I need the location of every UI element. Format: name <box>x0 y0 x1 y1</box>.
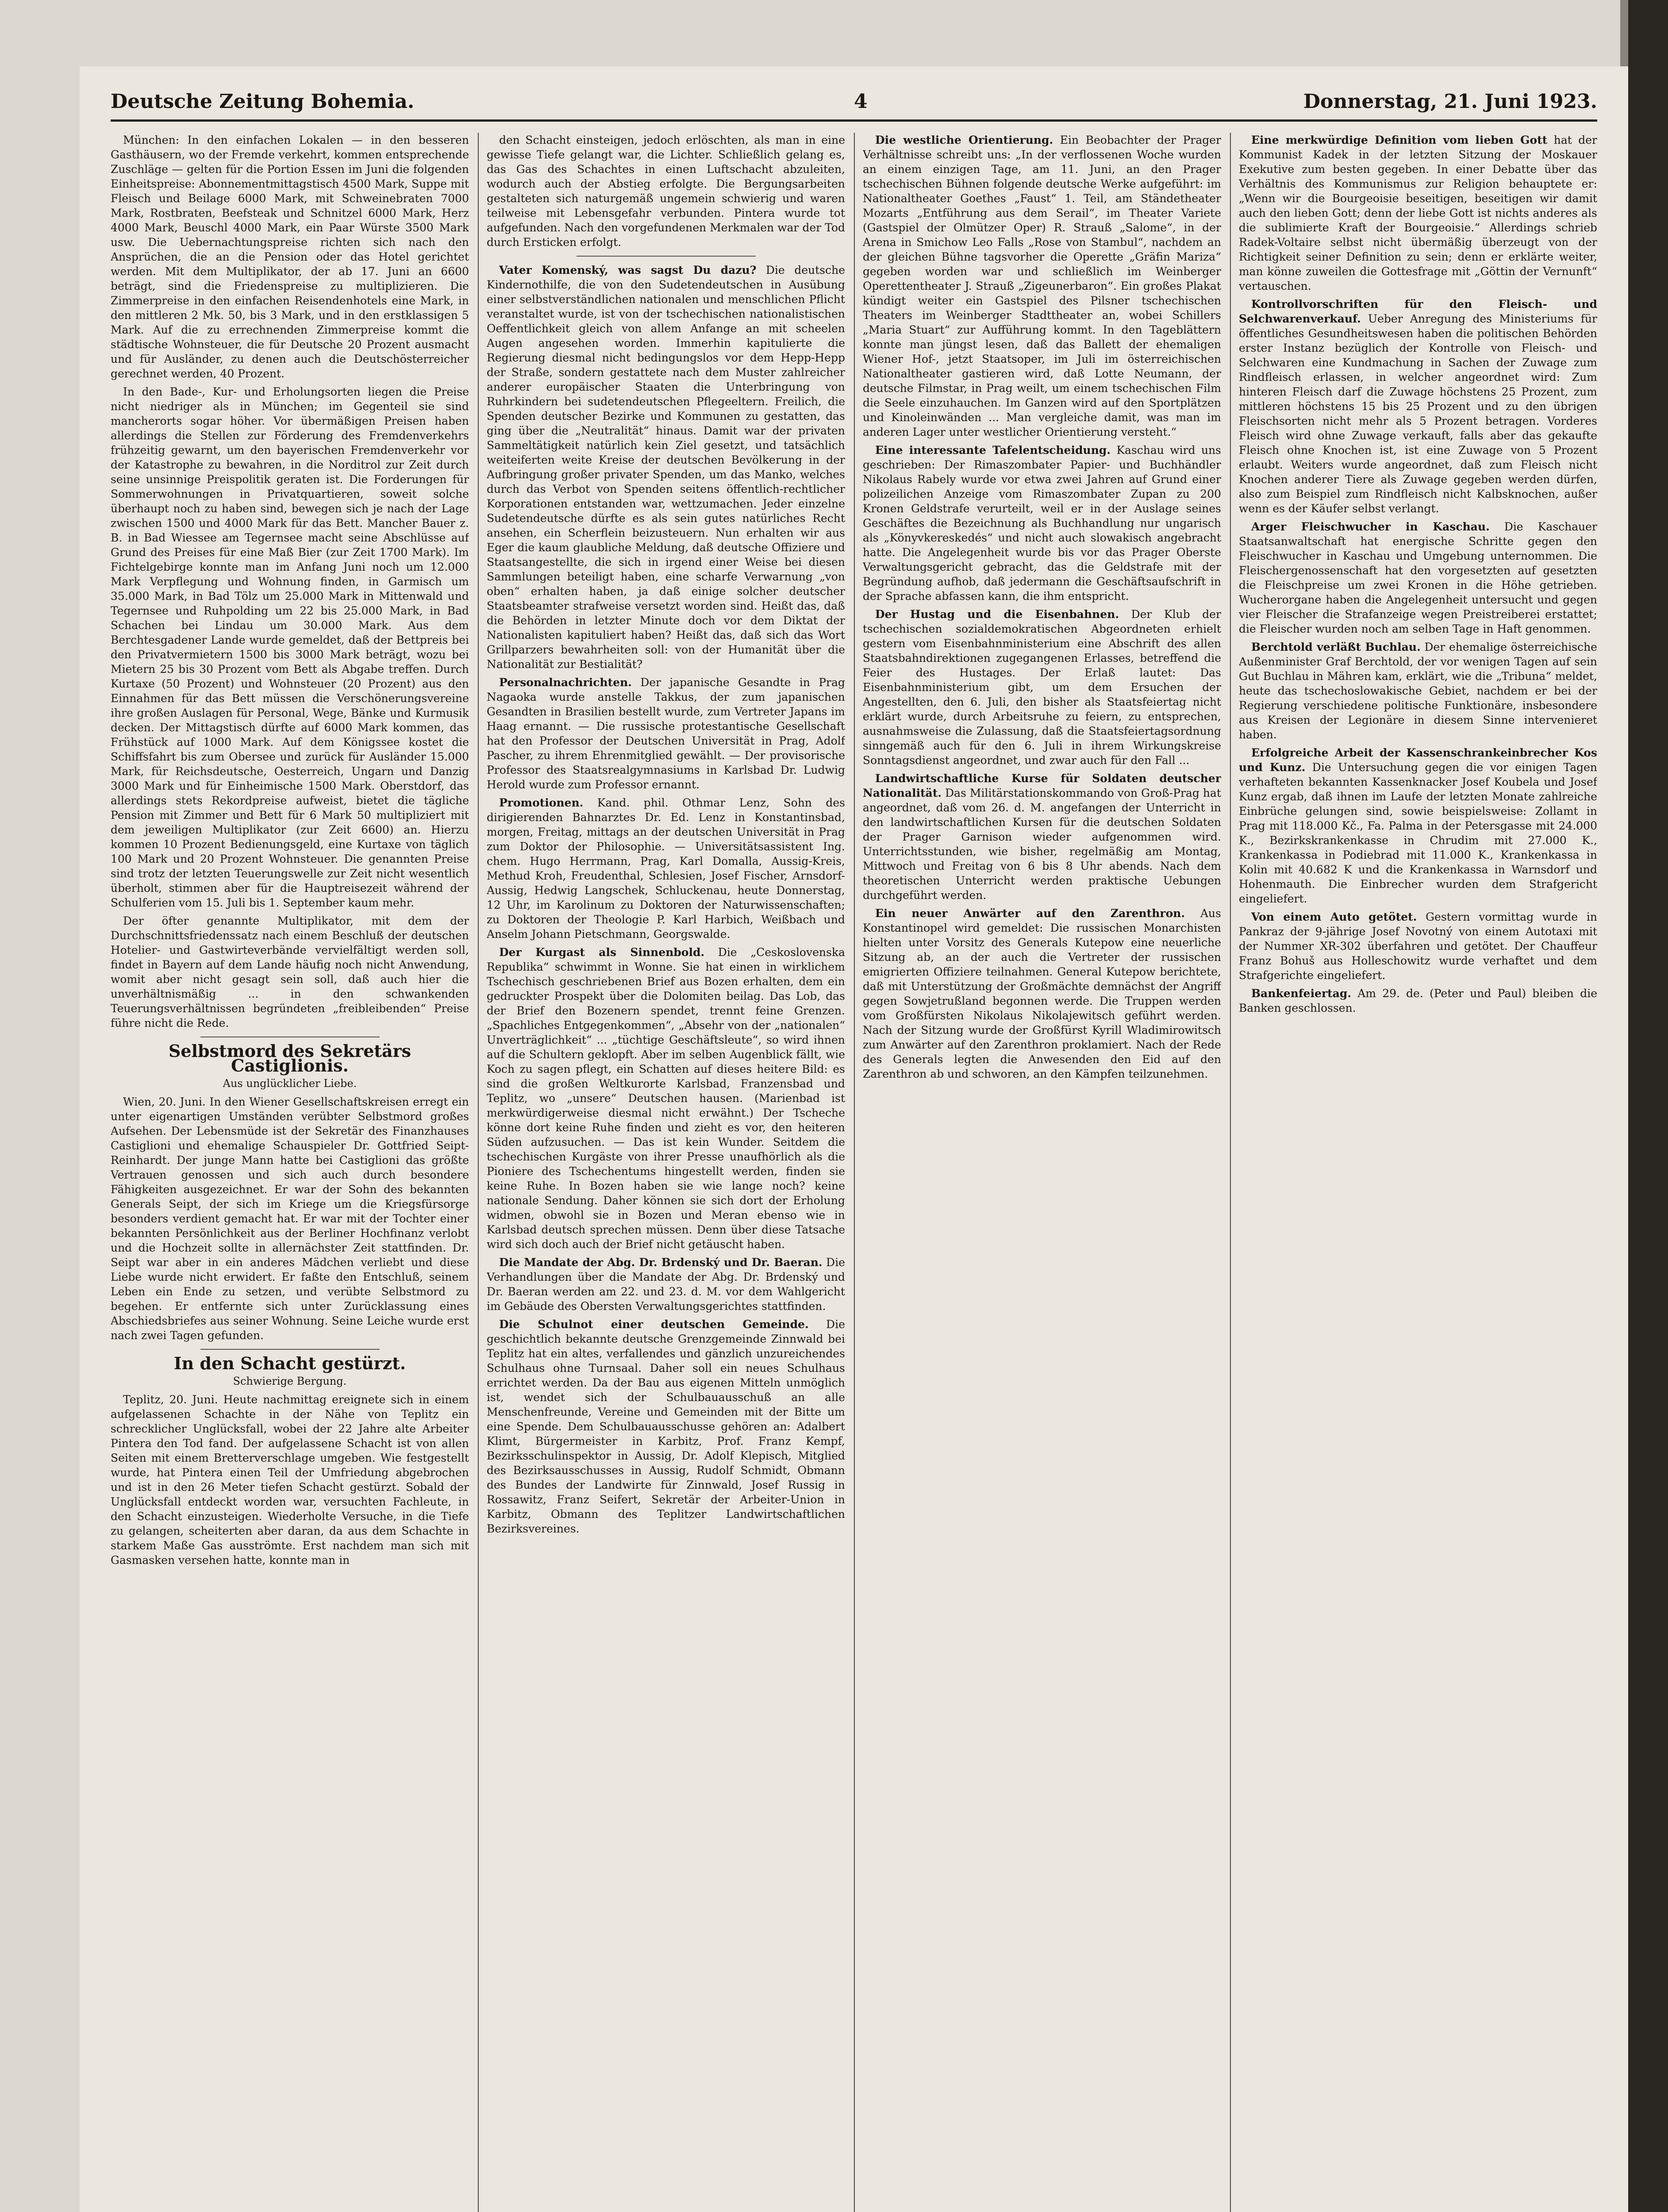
page-header <box>111 84 1597 122</box>
article-paragraph: Teplitz, 20. Juni. Heute nachmittag ereignete sich in einem aufgelassenen Schachte in der Nähe von Teplitz ein schrecklicher Unglücksfall, wobei der 22 Jahre alte Arbeiter Pintera den Tod fand. Der aufgelassene Schacht ist von allen Seiten mit einem Bretterverschlage umgeben. Wie festgestellt wurde, hat Pintera einen Teil der Umfriedung abgebrochen und ist in den 26 Meter tiefen Schacht gestürzt. Sobald der Unglücksfall entdeckt worden war, versuchten Fachleute, in den Schacht einzusteigen. Wiederholte Versuche, in die Tiefe zu gelangen, scheiterten aber daran, da aus dem Schachte in starkem Maße Gas ausströmte. Erst nachdem man sich mit Gasmasken versehen hatte, konnte man in <box>111 1393 469 1567</box>
item-lead: Arger Fleischwucher in Kaschau. <box>1251 520 1490 533</box>
item-text: Die Kaschauer Staatsanwaltschaft hat energische Schritte gegen den Fleischwucher in Kaschau und Umgebung unternommen. Die Fleischergenossenschaft hat den vorgesetzten auf gesetzten die Fleischpreise um zwei Kronen in die Höhe getrieben. Wucherorgane haben die Angelegenheit untersucht und gegen vier Fleischer die Strafanzeige wegen Preistreiberei erstattet; die Fleischer wurden noch am selben Tage in Haft genommen. <box>1239 520 1597 635</box>
news-item <box>487 945 845 1252</box>
column-3 <box>863 133 1221 2212</box>
article-paragraph: In den Bade-, Kur- und Erholungsorten liegen die Preise nicht niedriger als in München; im Gegenteil sie sind mancherorts sogar höher. Vor übermäßigen Preisen haben allerdings die Stellen zur Förderung des Fremdenverkehrs frühzeitig gewarnt, um den bayerischen Fremdenverkehr vor der Katastrophe zu bewahren, in die Norditrol zur Zeit durch seine unsinnige Preispolitik geraten ist. Die Forderungen für Sommerwohnungen in Privatquartieren, soweit solche überhaupt noch zu haben sind, bewegen sich je nach der Lage zwischen 1500 und 4000 Mark für das Bett. Mancher Bauer z. B. in Bad Wiessee am Tegernsee macht seine Abschlüsse auf Grund des Preises für eine Maß Bier (zur Zeit 1700 Mark). Im Fichtelgebirge konnte man im Anfang Juni noch um 12.000 Mark Verpflegung und Wohnung finden, in Garmisch um 35.000 Mark, in Bad Tölz um 25.000 Mark in Mittenwald und Tegernsee und Ruhpolding um 22 bis 25.000 Mark, in Bad Schachen bei Lindau um 30.000 Mark. Aus dem Berchtesgadener Lande wurde gemeldet, daß der Bettpreis bei den Privatvermietern 1500 bis 3000 Mark beträgt, wozu bei Mietern 25 bis 30 Prozent vom Bett als Abgabe treffen. Durch Kurtaxe (50 Prozent) und Wohnsteuer (20 Prozent) aus den Einnahmen für das Bett müssen die Verschönerungsvereine ihre großen Auslagen für Personal, Wege, Bänke und Kurmusik decken. Der Mittagstisch dürfte auf 6000 Mark kommen, das Frühstück auf 1000 Mark. Auf dem Königssee kostet die Schiffsfahrt bis zum Obersee und zurück für Ausländer 15.000 Mark, für Reichsdeutsche, Oesterreich, Ungarn und Danzig 3000 Mark und für Einheimische 1500 Mark. Oberstdorf, das allerdings stets Rekordpreise aufweist, bietet die tägliche Pension mit Zimmer und Bett für 6 Mark 50 multipliziert mit dem jeweiligen Multiplikator (zur Zeit 6600) an. Hierzu kommen 10 Prozent Bedienungsgeld, eine Kurtaxe von täglich 100 Mark und 20 Prozent Wohnsteuer. Die genannten Preise sind trotz der letzten Teuerungswelle zur Zeit nicht wesentlich überholt, stimmen aber für die Hauptreisezeit während der Schulferien vom 15. Juli bis 1. September kaum mehr. <box>111 385 469 909</box>
item-text: Die geschichtlich bekannte deutsche Grenzgemeinde Zinnwald bei Teplitz hat ein altes, verfallendes und gänzlich unzureichendes Schulhaus ohne Turnsaal. Daher soll ein neues Schulhaus errichtet werden. Da der Bau aus eigenen Mitteln unmöglich ist, wendet sich der Schulbauausschuß an alle Menschenfreunde, Vereine und Gemeinden mit der Bitte um eine Spende. Dem Schulbauausschusse gehören an: Adalbert Klimt, Bürgermeister in Karbitz, Prof. Franz Kempf, Bezirksschulinspektor in Aussig, Dr. Adolf Klepisch, Mitglied des Bezirksausschusses in Aussig, Rudolf Schmidt, Obmann des Bundes der Landwirte für Zinnwald, Josef Russig in Rossawitz, Franz Seifert, Sekretär der Arbeiter-Union in Karbitz, Obmann des Teplitzer Landwirtschaftlichen Bezirksvereines. <box>487 1318 845 1535</box>
item-text: Gestern vormittag wurde in Pankraz der 9-jährige Josef Novotný von einem Autotaxi mit der Nummer XR-302 überfahren und getötet. Der Chauffeur Franz Bohuš aus Holleschowitz wurde verhaftet und dem Strafgerichte eingeliefert. <box>1239 910 1597 982</box>
item-text: Ein Beobachter der Prager Verhältnisse schreibt uns: „In der verflossenen Woche wurden an einem einzigen Tage, am 11. Juni, an den Prager tschechischen Bühnen folgende deutsche Werke aufgeführt: im Nationaltheater Goethes „Faust“ 1. Teil, am Ständetheater Mozarts „Entführung aus dem Serail“, im Theater Variete (Gastspiel der Olmützer Oper) R. Strauß „Salome“, in der Arena in Smichow Leo Falls „Rose von Stambul“, nachdem an der gleichen Bühne tagsvorher die Operette „Gräfin Mariza“ gegeben worden war und schließlich im Weinberger Operettentheater J. Strauß „Zigeunerbaron“. Ein großes Plakat kündigt weiter ein Gastspiel des Pilsner tschechischen Theaters im Weinberger Stadttheater an, wobei Schillers „Maria Stuart“ zur Aufführung kommt. In den Tageblättern konnte man jüngst lesen, daß das Ballett der ehemaligen Wiener Hof-, jetzt Staatsoper, im Juli im österreichischen Nationaltheater gastieren wird, daß Lotte Neumann, der deutsche Filmstar, in Prag weilt, um einem tschechischen Film die Seele einzuhauchen. Im Ganzen wird auf den Sportplätzen und Kinoleinwänden ... Man vergleiche damit, was man im anderen Lager unter westlicher Orientierung versteht.“ <box>863 134 1221 438</box>
column-1 <box>111 133 469 2212</box>
item-lead: Landwirtschaftliche Kurse für Soldaten deutscher Nationalität. <box>863 772 1221 799</box>
issue-date: Donnerstag, 21. Juni 1923. <box>1303 90 1597 113</box>
item-text: Die Untersuchung gegen die vor einigen Tagen verhafteten bekannten Kassenknacker Josef Koubela und Josef Kunz ergab, daß ihnen im Laufe der letzten Monate zahlreiche Einbrüche gelungen sind, sowie beispielsweise: Zollamt in Prag mit 118.000 Kč., Fa. Palma in der Petersgasse mit 24.000 K., Bezirkskrankenkasse in Chrudim mit 27.000 K., Krankenkassa in Podiebrad mit 11.000 K., Krankenkassa in Kolin mit 40.682 K und die Krankenkassa in Warnsdorf und Hohenmauth. Die Einbrecher wurden dem Strafgericht eingeliefert. <box>1239 761 1597 905</box>
news-item <box>487 1255 845 1313</box>
column-rule <box>854 133 855 2212</box>
item-text: Ueber Anregung des Ministeriums für öffentliches Gesundheitswesen haben die politischen Behörden erster Instanz bezüglich der Kontrolle von Fleisch- und Selchwaren eine Kundmachung in Sachen der Zuwage zum Rindfleisch erlassen, in welcher angeordnet wird: Zum hinteren Fleisch darf die Zuwage höchstens 25 Prozent, zum mittleren höchstens 15 bis 25 Prozent und zu den übrigen Fleischsorten nicht mehr als 5 Prozent betragen. Vorderes Fleisch wird ohne Zuwage verkauft, falls aber das gekaufte Fleisch ohne Knochen ist, ist eine Zuwage von 5 Prozent erlaubt. Weiters wurde angeordnet, daß zum Fleisch nicht Knochen anderer Tiere als Zuwage gegeben werden dürfen, also zum Beispiel zum Rindfleisch nicht Kalbsknochen, außer wenn es der Käufer selbst verlangt. <box>1239 312 1597 515</box>
item-lead: Bankenfeiertag. <box>1251 987 1352 1000</box>
item-lead: Eine interessante Tafelentscheidung. <box>875 444 1111 457</box>
news-item <box>863 906 1221 1081</box>
news-item <box>863 771 1221 902</box>
item-lead: Personalnachrichten. <box>499 676 632 689</box>
news-item <box>1239 519 1597 636</box>
item-text: Der Klub der tschechischen sozialdemokratischen Abgeordneten erhielt gestern vom Eisenbahnministerium eine Abschrift des allen Staatsbahndirektionen zugegangenen Erlasses, betreffend die Feier des Hustages. Der Erlaß lautet: Das Eisenbahnministerium gibt, um dem Ersuchen der Angestellten, den 6. Juli, den bisher als Staatsfeiertag nicht erklärt wurde, durch Arbeitsruhe zu feiern, zu entsprechen, ausnahmsweise die Zulassung, daß die Staatsfeiertagsordnung sinngemäß auch für den 6. Juli in ihrem Wirkungskreise Sonntagsdienst angeordnet, und zwar auch für den Fall ... <box>863 608 1221 767</box>
headline: In den Schacht gestürzt. <box>173 1353 406 1373</box>
item-text: Die Verhandlungen über die Mandate der Abg. Dr. Brdenský und Dr. Baeran werden am 22. und 23. d. M. vor dem Wahlgericht im Gebäude des Obersten Verwaltungsgerichtes stattfinden. <box>487 1256 845 1313</box>
section-divider <box>200 1349 380 1350</box>
item-text: Der ehemalige österreichische Außenminister Graf Berchtold, der vor wenigen Tagen auf sein Gut Buchlau in Mähren kam, erklärt, wie die „Tribuna“ meldet, heute das tschechoslowakische Gebiet, nachdem er bei der Regierung verschiedene politische Funktionäre, insbesondere aus Kreisen der Legionäre in diesem Sinne intervenieret haben. <box>1239 641 1597 741</box>
news-item <box>487 795 845 941</box>
item-lead: Die Schulnot einer deutschen Gemeinde. <box>499 1318 809 1331</box>
item-lead: Die westliche Orientierung. <box>875 134 1053 146</box>
item-text: Die „Ceskoslovenska Republika“ schwimmt in Wonne. Sie hat einen in wirklichem Tschechisch geschriebenen Brief aus Bozen erhalten, dem ein gedruckter Prospekt über die Dolomiten beilag. Das Lob, das der Brief den Bozenern spendet, trennt feine Grenzen. „Spachliches Entgegenkommen“, „Absehr von der „nationalen“ Unverträglichkeit“ ... „tüchtige Geschäftsleute“, so wird ihnen auf die Schultern geklopft. Aber im selben Augenblick fällt, wie Koch zu sagen pflegt, ein Schatten auf dieses heitere Bild: es sind die großen Weltkurorte Karlsbad, Franzensbad und Teplitz, wo „unsere“ Deutschen hausen. (Marienbad ist merkwürdigerweise diesmal nicht erwähnt.) Der Tscheche könne dort keine Ruhe finden und zieht es vor, den heiteren Süden aufzusuchen. — Das ist kein Wunder. Seitdem die tschechischen Kurgäste von ihrer Presse unaufhörlich als die Pioniere des Tschechentums hingestellt werden, finden sie keine Ruhe. In Bozen haben sie wie lange noch? keine nationale Sendung. Daher können sie sich dort der Erholung widmen, obwohl sie in Bozen und Meran ebenso wie in Karlsbad deutsch sprechen müssen. Denn über diese Tatsache wird sich doch auch der Brief nicht getäuscht haben. <box>487 946 845 1251</box>
article-paragraph: München: In den einfachen Lokalen — in den besseren Gasthäusern, wo der Fremde verkehrt, kommen entsprechende Zuschläge — gelten für die Portion Essen im Juni die folgenden Einheitspreise: Abonnementmittagstisch 4500 Mark, Suppe mit Fleisch und Beilage 6000 Mark, mit Schweinebraten 7000 Mark, Rostbraten, Beefsteak und Schnitzel 6000 Mark, Herz 4000 Mark, Beuschl 4000 Mark, ein Paar Würste 3500 Mark usw. Die Uebernachtungspreise richten sich nach den Ansprüchen, die an die Pension oder das Hotel gerichtet werden. Mit dem Multiplikator, der ab 17. Juni an 6600 beträgt, sind die Friedenspreise zu multiplizieren. Die Zimmerpreise in den einfachen Reisendenhotels eine Mark, in den mittleren 2 Mk. 50, bis 3 Mark, und in den erstklassigen 5 Mark. Auf die zu errechnenden Zimmerpreise kommt die städtische Wohnsteuer, die für Deutsche 20 Prozent ausmacht und für Ausländer, zu denen auch die Deutschösterreicher gerechnet werden, 40 Prozent. <box>111 134 469 380</box>
item-lead: Ein neuer Anwärter auf den Zarenthron. <box>875 907 1185 920</box>
item-text: Kand. phil. Othmar Lenz, Sohn des dirigierenden Bahnarztes Dr. Ed. Lenz in Konstantinsbad, morgen, Freitag, mittags an der deutschen Universität in Prag zum Doktor der Philosophie. — Universitätsassistent Ing. chem. Hugo Herrmann, Prag, Karl Domalla, Aussig-Kreis, Methud Kroh, Freudenthal, Schlesien, Josef Fischer, Arnsdorf-Aussig, Hedwig Langschek, Schluckenau, heute Donnerstag, 12 Uhr, im Karolinum zu Doktoren der Naturwissenschaften; zu Doktoren der Theologie P. Karl Harbich, Weißbach und Anselm Johann Pietschmann, Georgswalde. <box>487 796 845 941</box>
news-item <box>1239 297 1597 516</box>
news-item <box>1239 986 1597 1015</box>
item-lead: Die Mandate der Abg. Dr. Brdenský und Dr. Baeran. <box>499 1256 822 1269</box>
item-lead: Der Kurgast als Sinnenbold. <box>499 946 705 959</box>
item-lead: Der Hustag und die Eisenbahnen. <box>875 608 1119 621</box>
article-paragraph: Der öfter genannte Multiplikator, mit dem der Durchschnittsfriedenssatz nach einem Beschluß der deutschen Hotelier- und Gastwirteverbände vervielfältigt werden soll, findet in Bayern auf dem Lande häufig noch nicht Anwendung, womit aber nicht gesagt sein soll, daß auch hier die unverhältnismäßig ... in den schwankenden Teuerungsverhältnissen begründeten „freibleibenden“ Preise führe nicht die Rede. <box>111 914 469 1029</box>
scan-border <box>1628 0 1668 2212</box>
item-lead: Kontrollvorschriften für den Fleisch- und Selchwarenverkauf. <box>1239 298 1597 325</box>
news-item <box>1239 910 1597 983</box>
item-lead: Promotionen. <box>499 796 584 809</box>
headline: Selbstmord des Sekretärs Castiglionis. <box>168 1041 411 1075</box>
article-paragraph <box>487 263 845 672</box>
news-item <box>487 1317 845 1536</box>
item-text: Am 29. de. (Peter und Paul) bleiben die Banken geschlossen. <box>1239 987 1597 1014</box>
item-lead: Berchtold verläßt Buchlau. <box>1251 641 1421 653</box>
news-item <box>863 443 1221 603</box>
news-item <box>863 133 1221 439</box>
column-rule <box>1230 133 1231 2212</box>
item-lead: Erfolgreiche Arbeit der Kassenschrankeinbrecher Kos und Kunz. <box>1239 746 1597 774</box>
item-text: Die deutsche Kindernothilfe, die von den Sudetendeutschen in Ausübung einer selbstverständlichen nationalen und menschlichen Pflicht veranstaltet wurde, ist von der tschechischen nationalistischen Oeffentlichkeit gleich von allem Anfange an mit scheelen Augen angesehen worden. Immerhin kapitulierte die Regierung diesmal nicht bedingungslos vor dem Hepp-Hepp der Straße, sondern gestattete nach dem Muster zahlreicher anderer europäischer Staaten die Unterbringung von Ruhrkindern bei sudetendeutschen Pflegeeltern. Freilich, die Spenden deutscher Bezirke und Kommunen zu gestatten, das ging über die „Neutralität“ hinaus. Damit war der privaten Sammeltätigkeit natürlich kein Ziel gesetzt, und tatsächlich weiteiferten weite Kreise der deutschen Bevölkerung in der Aufbringung großer privater Spenden, um das Manko, welches durch das Verbot von Spenden seitens öffentlich-rechtlicher Korporationen entstanden war, wettzumachen. Jeder einzelne Sudetendeutsche dürfte es als sein gutes natürliches Recht ansehen, ein Scherflein beizusteuern. Nun erhalten wir aus Eger die kaum glaubliche Meldung, daß deutsche Offiziere und Staatsangestellte, die sich in irgend einer Weise bei diesen Sammlungen beteiligt haben, eine scharfe Verwarnung „von oben“ erhalten haben, ja daß einige solcher deutscher Staatsbeamter strafweise versetzt worden sind. Heißt das, daß die Behörden in letzter Minute doch vor dem Diktat der Nationalisten kapituliert haben? Heißt das, daß sich das Wort Grillparzers bewahrheiten soll: von der Humanität über die Nationalität zur Bestialität? <box>487 264 845 671</box>
news-item <box>1239 640 1597 742</box>
newspaper-page <box>80 66 1628 2212</box>
item-lead: Eine merkwürdige Definition vom lieben Gott <box>1251 134 1548 146</box>
item-text: Kaschau wird uns geschrieben: Der Rimaszombater Papier- und Buchhändler Nikolaus Rabely wurde vor etwa zwei Jahren auf Grund einer polizeilichen Anzeige vom Rimaszombater Zupan zu 200 Kronen Geldstrafe verurteilt, weil er in der Auslage seines Geschäftes die Bezeichnung als Buchhandlung nur ungarisch als „Könyvkereskedés“ und nicht auch slowakisch angebracht hatte. Die Angelegenheit wurde bis vor das Prager Oberste Verwaltungsgericht gebracht, das die Geldstrafe mit der Begründung aufhob, daß jedermann die Geschäftsaufschrift in der Sprache abfassen kann, die ihm entspricht. <box>863 444 1221 603</box>
article-paragraph: Wien, 20. Juni. In den Wiener Gesellschaftskreisen erregt ein unter eigenartigen Umständen verübter Selbstmord großes Aufsehen. Der Lebensmüde ist der Sekretär des Finanzhauses Castiglioni und ehemalige Schauspieler Dr. Gottfried Seipt-Reinhardt. Der junge Mann hatte bei Castiglioni das größte Vertrauen genossen und sich auch durch besondere Fähigkeiten ausgezeichnet. Er war der Sohn des bekannten Generals Seipt, der sich im Kriege um die Kriegsfürsorge besonders verdient gemacht hat. Er war mit der Tochter einer bekannten Persönlichkeit aus der Berliner Hochfinanz verlobt und die Hochzeit sollte in allernächster Zeit stattfinden. Dr. Seipt war aber in ein anderes Mädchen verliebt und diese Liebe wurde nicht erwidert. Er faßte den Entschluß, seinem Leben ein Ende zu setzen, und verübte Selbstmord zu begehen. Er entfernte sich unter Zurücklassung eines Abschiedsbriefes aus seiner Wohnung. Seine Leiche wurde erst nach zwei Tagen gefunden. <box>111 1095 469 1342</box>
item-lead: Vater Komenský, was sagst Du dazu? <box>499 264 757 276</box>
item-text: Aus Konstantinopel wird gemeldet: Die russischen Monarchisten hielten unter Vorsitz des Generals Kutepow eine neuerliche Sitzung ab, an der auch die Vertreter der russischen emigrierten Offiziere teilnahmen. General Kutepow berichtete, daß mit Unterstützung der Großmächte demnächst der Angriff gegen Sowjetrußland begonnen werde. Die Truppen werden vom Großfürsten Nikolaus Nikolajewitsch geführt werden. Nach der Sitzung wurde der Großfürst Kyrill Wladimirowitsch zum Anwärter auf den Zarenthron proklamiert. Nach der Rede des Generals legten die Anwesenden den Eid auf den Zarenthron ab und schworen, an den Kämpfen teilzunehmen. <box>863 907 1221 1080</box>
masthead-left: Deutsche Zeitung Bohemia. <box>111 90 415 113</box>
column-4 <box>1239 133 1597 2212</box>
item-lead: Von einem Auto getötet. <box>1251 910 1417 923</box>
item-text: Das Militärstationskommando von Groß-Prag hat angeordnet, daß vom 26. d. M. angefangen der Unterricht in den landwirtschaftlichen Kursen für die deutschen Soldaten der Prager Garnison wieder aufgenommen wird. Unterrichtsstunden, wie bisher, regelmäßig am Montag, Mittwoch und Freitag von 6 bis 8 Uhr abends. Nach dem theoretischen Unterricht werden praktische Uebungen durchgeführt werden. <box>863 787 1221 902</box>
news-item <box>863 607 1221 768</box>
item-text: hat der Kommunist Kadek in der letzten Sitzung der Moskauer Exekutive zum besten gegeben. In einer Debatte über das Verhältnis des Kommunismus zur Religion behauptete er: „Wenn wir die Bourgeoisie beseitigen, beseitigen wir damit auch den lieben Gott; denn der liebe Gott ist nichts anderes als die sublimierte Kraft der Bourgeoisie.“ Allerdings schrieb Radek-Voltaire selbst nicht übermäßig überzeugt von der Richtigkeit seiner Definition zu sein; denn er erklärte weiter, man könne zuweilen die Gottesfrage mit „Göttin der Vernunft“ vertauschen. <box>1239 134 1597 292</box>
page-number: 4 <box>854 90 868 113</box>
news-item <box>1239 133 1597 293</box>
news-item <box>1239 745 1597 906</box>
subheadline: Aus unglücklicher Liebe. <box>223 1077 357 1090</box>
section-divider <box>576 256 756 257</box>
column-rule <box>478 133 479 2212</box>
column-2 <box>487 133 845 2212</box>
news-item <box>487 675 845 792</box>
article-paragraph: den Schacht einsteigen, jedoch erlöschten, als man in eine gewisse Tiefe gelangt war, die Lichter. Schließlich gelang es, das Gas des Schachtes in einen Luftschacht abzuleiten, wodurch auch der Abstieg erfolgte. Die Bergungsarbeiten gestalteten sich naturgemäß ungemein schwierig und waren teilweise mit Lebensgefahr verbunden. Pintera wurde tot aufgefunden. Nach den vorgefundenen Merkmalen war der Tod durch Ersticken erfolgt. <box>487 134 845 249</box>
subheadline: Schwierige Bergung. <box>233 1375 347 1387</box>
item-text: Der japanische Gesandte in Prag Nagaoka wurde anstelle Takkus, der zum japanischen Gesandten in Brasilien bestellt wurde, zum Vertreter Japans im Haag ernannt. — Die russische protestantische Gesellschaft hat den Professor der Deutschen Universität in Prag, Adolf Pascher, zu ihrem Ehrenmitglied gewählt. — Der provisorische Professor des Staatsrealgymnasiums in Karlsbad Dr. Ludwig Herold wurde zum Professor ernannt. <box>487 676 845 791</box>
